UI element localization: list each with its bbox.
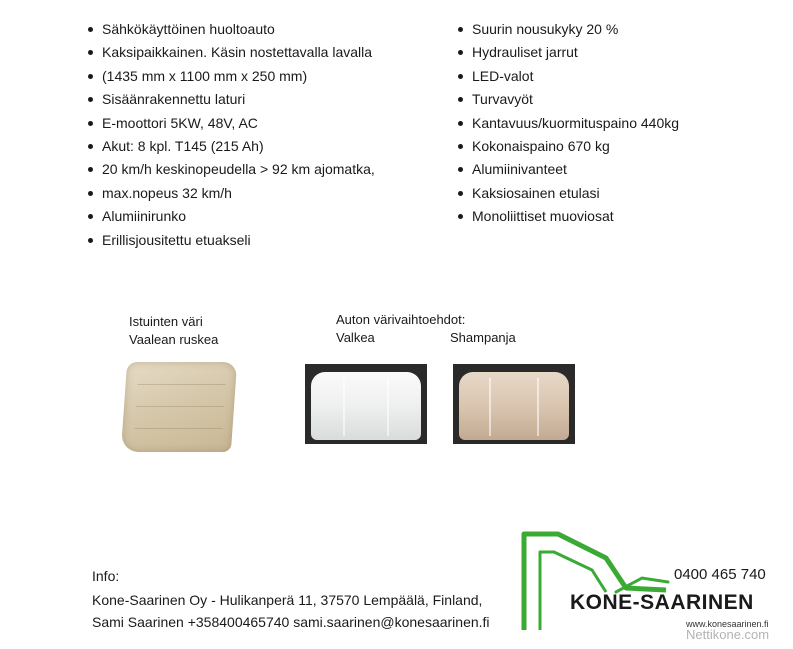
list-item: Monoliittiset muoviosat <box>458 205 778 228</box>
list-item: Sähkökäyttöinen huoltoauto <box>88 18 428 41</box>
list-item: Suurin nousukyky 20 % <box>458 18 778 41</box>
phone-number: 0400 465 740 <box>674 566 766 583</box>
seat-color-swatch <box>121 362 237 452</box>
list-item: LED-valot <box>458 65 778 88</box>
car-color-option-white-label: Valkea <box>336 330 375 345</box>
list-item: max.nopeus 32 km/h <box>88 182 428 205</box>
car-color-swatch-white <box>305 364 427 444</box>
list-item: Erillisjousitettu etuakseli <box>88 229 428 252</box>
list-item: Akut: 8 kpl. T145 (215 Ah) <box>88 135 428 158</box>
seat-color-title: Istuinten väri <box>129 314 203 329</box>
list-item: Kantavuus/kuormituspaino 440kg <box>458 112 778 135</box>
list-item: 20 km/h keskinopeudella > 92 km ajomatka, <box>88 158 428 181</box>
list-item: E-moottori 5KW, 48V, AC <box>88 112 428 135</box>
brand-name: KONE-SAARINEN <box>570 591 754 614</box>
list-item: Sisäänrakennettu laturi <box>88 88 428 111</box>
list-item: Kokonaispaino 670 kg <box>458 135 778 158</box>
car-color-swatch-champagne <box>453 364 575 444</box>
truck-outline-logo-icon <box>518 530 698 634</box>
list-item: Hydrauliset jarrut <box>458 41 778 64</box>
company-address: Kone-Saarinen Oy - Hulikanperä 11, 37570 Lempäälä, Finland, <box>92 592 483 608</box>
info-heading: Info: <box>92 568 120 584</box>
website: www.konesaarinen.fi <box>686 619 769 629</box>
list-item: (1435 mm x 1100 mm x 250 mm) <box>88 65 428 88</box>
list-item: Kaksipaikkainen. Käsin nostettavalla lavalla <box>88 41 428 64</box>
list-item: Kaksiosainen etulasi <box>458 182 778 205</box>
watermark: Nettikone.com <box>686 627 770 642</box>
contact-line: Sami Saarinen +358400465740 sami.saarinen@konesaarinen.fi <box>92 614 490 630</box>
seat-color-name: Vaalean ruskea <box>129 332 219 347</box>
car-color-option-champagne-label: Shampanja <box>450 330 516 345</box>
feature-list-right <box>458 18 778 229</box>
list-item: Turvavyöt <box>458 88 778 111</box>
list-item: Alumiinirunko <box>88 205 428 228</box>
car-color-title: Auton värivaihtoehdot: <box>336 312 466 327</box>
list-item: Alumiinivanteet <box>458 158 778 181</box>
feature-list-left <box>88 18 428 252</box>
